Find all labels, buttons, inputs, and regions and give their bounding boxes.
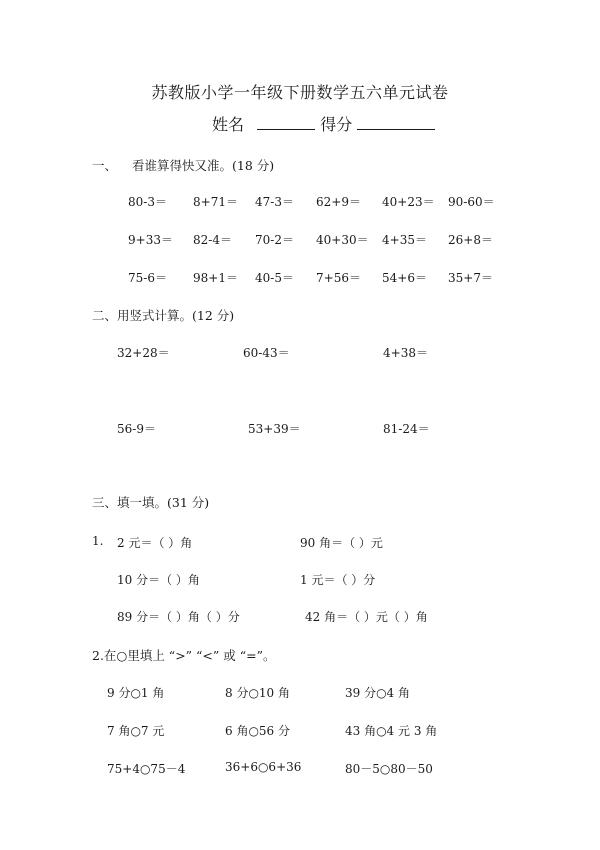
- q1-item: 90 角＝（ ）元: [300, 536, 383, 550]
- s1-problem: 80-3＝: [128, 195, 167, 209]
- s2-problem: 56-9＝: [117, 422, 156, 436]
- s1-problem: 70-2＝: [255, 233, 294, 247]
- name-score-line: [212, 112, 435, 135]
- s1-problem: 40-5＝: [255, 271, 294, 285]
- s1-problem: 54+6＝: [382, 271, 427, 285]
- s1-problem: 26+8＝: [448, 233, 493, 247]
- q1-number: 1.: [92, 534, 104, 548]
- s2-problem: 60-43＝: [243, 346, 290, 360]
- s1-problem: 7+56＝: [316, 271, 361, 285]
- q1-item: 42 角＝（ ）元（ ）角: [305, 610, 428, 624]
- q2-item: 43 角○4 元 3 角: [345, 724, 438, 738]
- score-blank[interactable]: [357, 115, 435, 130]
- q2-item: 75+4○75－4: [107, 762, 186, 776]
- q2-heading: 2.在○里填上 “>” “<” 或 “=”。: [92, 648, 276, 663]
- q2-item: 8 分○10 角: [225, 686, 291, 700]
- q2-item: 80－5○80－50: [345, 762, 433, 776]
- s1-problem: 8+71＝: [193, 195, 238, 209]
- section1-number: 一、: [92, 158, 118, 173]
- s1-problem: 90-60＝: [448, 195, 495, 209]
- s1-problem: 40+30＝: [316, 233, 369, 247]
- s2-problem: 32+28＝: [117, 346, 170, 360]
- s2-problem: 53+39＝: [248, 422, 301, 436]
- q2-item: 7 角○7 元: [107, 724, 165, 738]
- s1-problem: 4+35＝: [382, 233, 427, 247]
- q1-item: 2 元＝（ ）角: [117, 536, 193, 550]
- section2-heading: 二、用竖式计算。(12 分): [92, 308, 235, 323]
- s2-problem: 81-24＝: [383, 422, 430, 436]
- name-blank[interactable]: [257, 115, 315, 130]
- page-title: 苏教版小学一年级下册数学五六单元试卷: [151, 83, 449, 102]
- name-label: 姓名: [212, 115, 245, 134]
- s1-problem: 75-6＝: [128, 271, 167, 285]
- s1-problem: 47-3＝: [255, 195, 294, 209]
- q1-item: 89 分＝（ ）角（ ）分: [117, 610, 240, 624]
- q1-item: 10 分＝（ ）角: [117, 573, 200, 587]
- s1-problem: 62+9＝: [316, 195, 361, 209]
- score-label: 得分: [320, 115, 353, 134]
- q1-item: 1 元＝（ ）分: [300, 573, 376, 587]
- section1-heading: 看谁算得快又准。(18 分): [132, 158, 275, 173]
- s2-problem: 4+38＝: [383, 346, 428, 360]
- q2-item: 6 角○56 分: [225, 724, 291, 738]
- s1-problem: 82-4＝: [193, 233, 232, 247]
- s1-problem: 35+7＝: [448, 271, 493, 285]
- q2-item: 39 分○4 角: [345, 686, 411, 700]
- q2-item: 36+6○6+36: [225, 760, 302, 774]
- q2-item: 9 分○1 角: [107, 686, 165, 700]
- s1-problem: 98+1＝: [193, 271, 238, 285]
- section3-heading: 三、填一填。(31 分): [92, 495, 210, 510]
- s1-problem: 9+33＝: [128, 233, 173, 247]
- s1-problem: 40+23＝: [382, 195, 435, 209]
